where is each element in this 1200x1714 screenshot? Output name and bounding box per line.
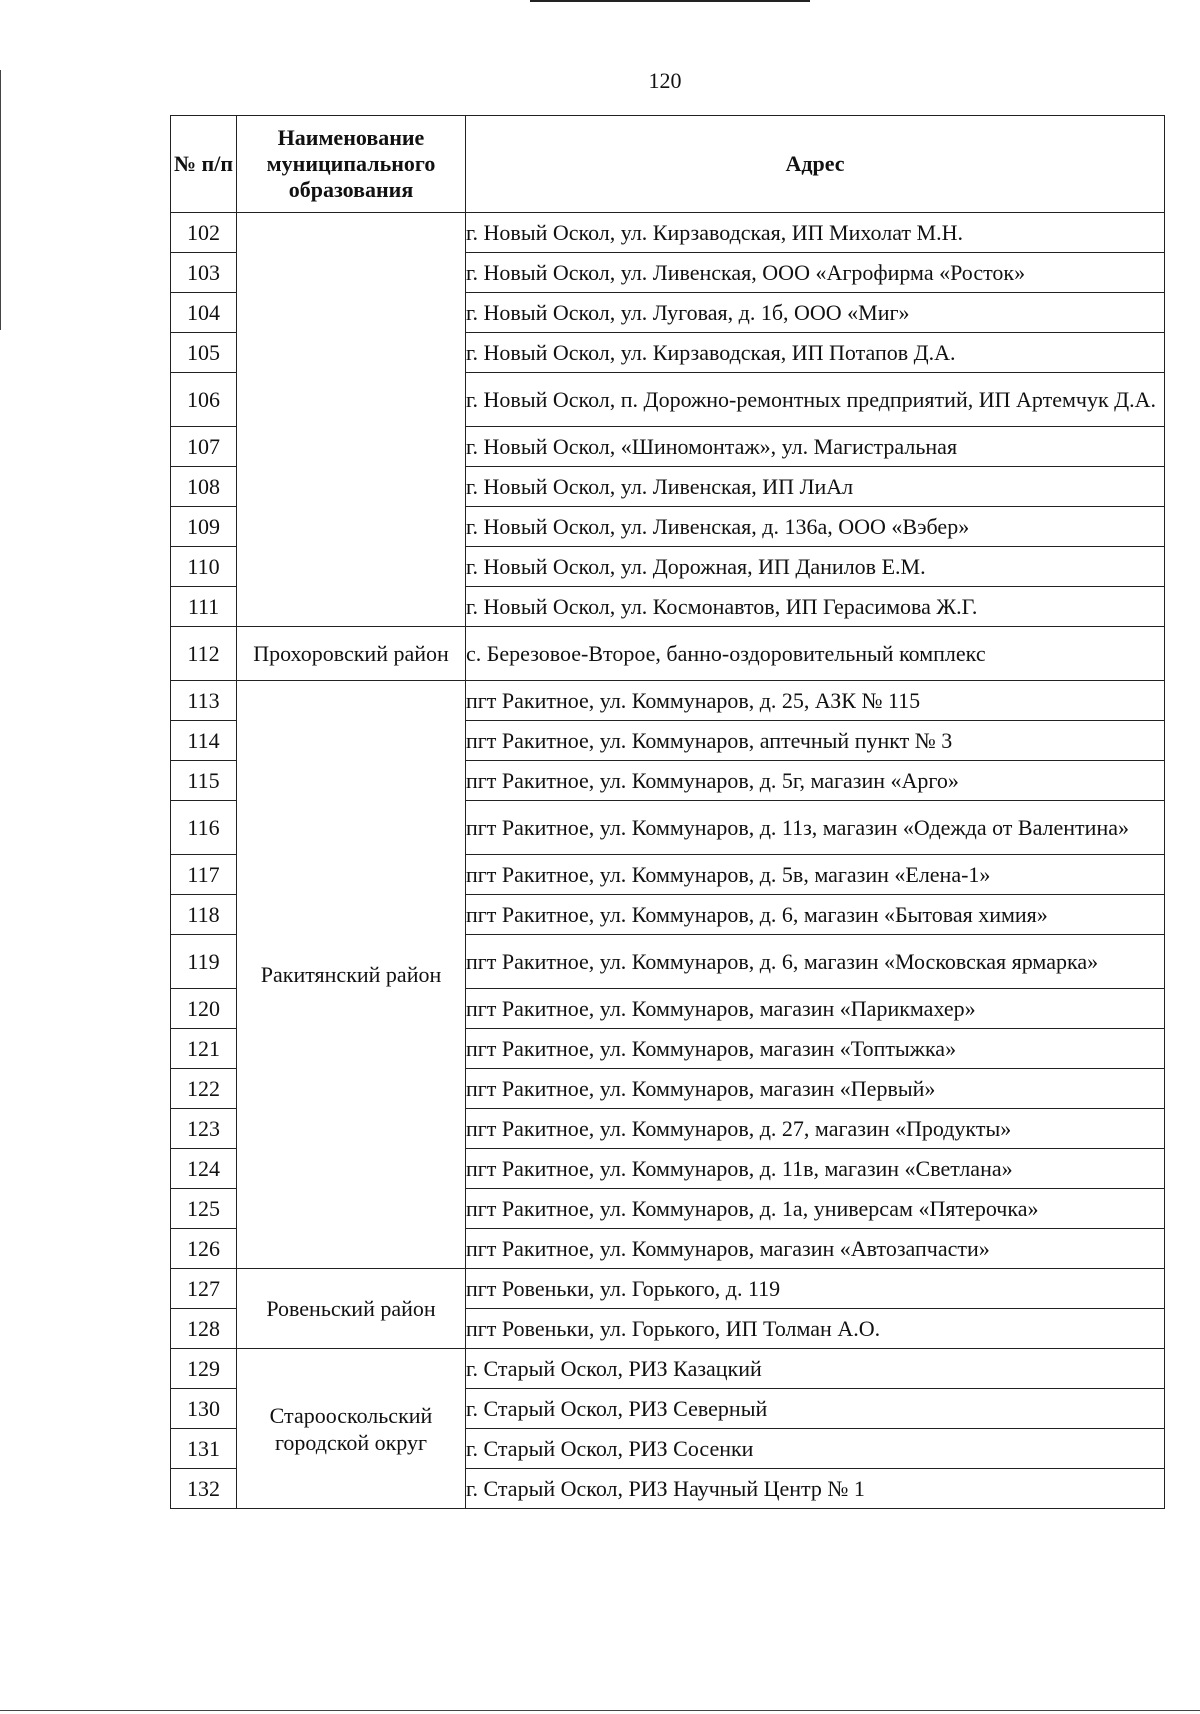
table-row: [171, 627, 1165, 681]
address-cell: пгт Ровеньки, ул. Горького, д. 119: [466, 1269, 1165, 1309]
table-header-row: [171, 116, 1165, 213]
address-cell: г. Новый Оскол, п. Дорожно-ремонтных предприятий, ИП Артемчук Д.А.: [466, 373, 1165, 427]
row-number: 108: [171, 467, 237, 507]
row-number: 125: [171, 1189, 237, 1229]
row-number: 118: [171, 895, 237, 935]
row-number: 120: [171, 989, 237, 1029]
address-cell: пгт Ракитное, ул. Коммунаров, магазин «Автозапчасти»: [466, 1229, 1165, 1269]
row-number: 122: [171, 1069, 237, 1109]
address-cell: пгт Ракитное, ул. Коммунаров, д. 27, магазин «Продукты»: [466, 1109, 1165, 1149]
row-number: 104: [171, 293, 237, 333]
row-number: 126: [171, 1229, 237, 1269]
address-cell: г. Старый Оскол, РИЗ Северный: [466, 1389, 1165, 1429]
address-cell: пгт Ракитное, ул. Коммунаров, магазин «Первый»: [466, 1069, 1165, 1109]
municipality-cell: [237, 213, 466, 627]
table-row: [171, 1349, 1165, 1389]
municipality-cell: Старооскольский городской округ: [237, 1349, 466, 1509]
row-number: 106: [171, 373, 237, 427]
municipality-cell: Прохоровский район: [237, 627, 466, 681]
row-number: 110: [171, 547, 237, 587]
address-cell: пгт Ракитное, ул. Коммунаров, д. 11в, магазин «Светлана»: [466, 1149, 1165, 1189]
row-number: 113: [171, 681, 237, 721]
address-cell: г. Старый Оскол, РИЗ Казацкий: [466, 1349, 1165, 1389]
address-cell: г. Старый Оскол, РИЗ Сосенки: [466, 1429, 1165, 1469]
row-number: 124: [171, 1149, 237, 1189]
address-cell: г. Новый Оскол, ул. Ливенская, ООО «Агрофирма «Росток»: [466, 253, 1165, 293]
address-cell: г. Новый Оскол, «Шиномонтаж», ул. Магистральная: [466, 427, 1165, 467]
address-table: [170, 115, 1165, 1509]
address-cell: г. Новый Оскол, ул. Ливенская, ИП ЛиАл: [466, 467, 1165, 507]
row-number: 109: [171, 507, 237, 547]
row-number: 132: [171, 1469, 237, 1509]
row-number: 129: [171, 1349, 237, 1389]
address-cell: пгт Ракитное, ул. Коммунаров, магазин «Топтыжка»: [466, 1029, 1165, 1069]
address-cell: г. Старый Оскол, РИЗ Научный Центр № 1: [466, 1469, 1165, 1509]
left-edge-rule: [0, 70, 1, 330]
top-rule: [530, 0, 810, 2]
address-cell: г. Новый Оскол, ул. Кирзаводская, ИП Михолат М.Н.: [466, 213, 1165, 253]
address-cell: пгт Ракитное, ул. Коммунаров, д. 11з, магазин «Одежда от Валентина»: [466, 801, 1165, 855]
row-number: 128: [171, 1309, 237, 1349]
page-number: 120: [648, 68, 682, 93]
row-number: 114: [171, 721, 237, 761]
address-cell: пгт Ракитное, ул. Коммунаров, аптечный пункт № 3: [466, 721, 1165, 761]
address-cell: пгт Ракитное, ул. Коммунаров, магазин «Парикмахер»: [466, 989, 1165, 1029]
municipality-cell: Ровеньский район: [237, 1269, 466, 1349]
row-number: 105: [171, 333, 237, 373]
row-number: 121: [171, 1029, 237, 1069]
header-address: Адрес: [466, 116, 1165, 213]
row-number: 123: [171, 1109, 237, 1149]
row-number: 107: [171, 427, 237, 467]
row-number: 117: [171, 855, 237, 895]
address-cell: пгт Ракитное, ул. Коммунаров, д. 5в, магазин «Елена-1»: [466, 855, 1165, 895]
row-number: 115: [171, 761, 237, 801]
row-number: 103: [171, 253, 237, 293]
row-number: 112: [171, 627, 237, 681]
table-row: [171, 1269, 1165, 1309]
row-number: 127: [171, 1269, 237, 1309]
row-number: 116: [171, 801, 237, 855]
table-body: [171, 213, 1165, 1509]
row-number: 131: [171, 1429, 237, 1469]
row-number: 102: [171, 213, 237, 253]
header-num: № п/п: [171, 116, 237, 213]
table-row: [171, 213, 1165, 253]
address-cell: г. Новый Оскол, ул. Луговая, д. 1б, ООО «Миг»: [466, 293, 1165, 333]
address-cell: пгт Ракитное, ул. Коммунаров, д. 1а, универсам «Пятерочка»: [466, 1189, 1165, 1229]
address-cell: г. Новый Оскол, ул. Ливенская, д. 136а, ООО «Вэбер»: [466, 507, 1165, 547]
address-cell: г. Новый Оскол, ул. Космонавтов, ИП Герасимова Ж.Г.: [466, 587, 1165, 627]
address-cell: пгт Ракитное, ул. Коммунаров, д. 6, магазин «Бытовая химия»: [466, 895, 1165, 935]
table-row: [171, 681, 1165, 721]
address-cell: пгт Ракитное, ул. Коммунаров, д. 6, магазин «Московская ярмарка»: [466, 935, 1165, 989]
address-cell: пгт Ракитное, ул. Коммунаров, д. 25, АЗК № 115: [466, 681, 1165, 721]
address-cell: пгт Ровеньки, ул. Горького, ИП Толман А.О.: [466, 1309, 1165, 1349]
row-number: 130: [171, 1389, 237, 1429]
row-number: 119: [171, 935, 237, 989]
bottom-edge-rule: [0, 1710, 1200, 1711]
address-cell: с. Березовое-Второе, банно-оздоровительный комплекс: [466, 627, 1165, 681]
header-municipality: Наименование муниципального образования: [237, 116, 466, 213]
address-cell: г. Новый Оскол, ул. Дорожная, ИП Данилов Е.М.: [466, 547, 1165, 587]
row-number: 111: [171, 587, 237, 627]
address-cell: пгт Ракитное, ул. Коммунаров, д. 5г, магазин «Арго»: [466, 761, 1165, 801]
municipality-cell: Ракитянский район: [237, 681, 466, 1269]
address-cell: г. Новый Оскол, ул. Кирзаводская, ИП Потапов Д.А.: [466, 333, 1165, 373]
